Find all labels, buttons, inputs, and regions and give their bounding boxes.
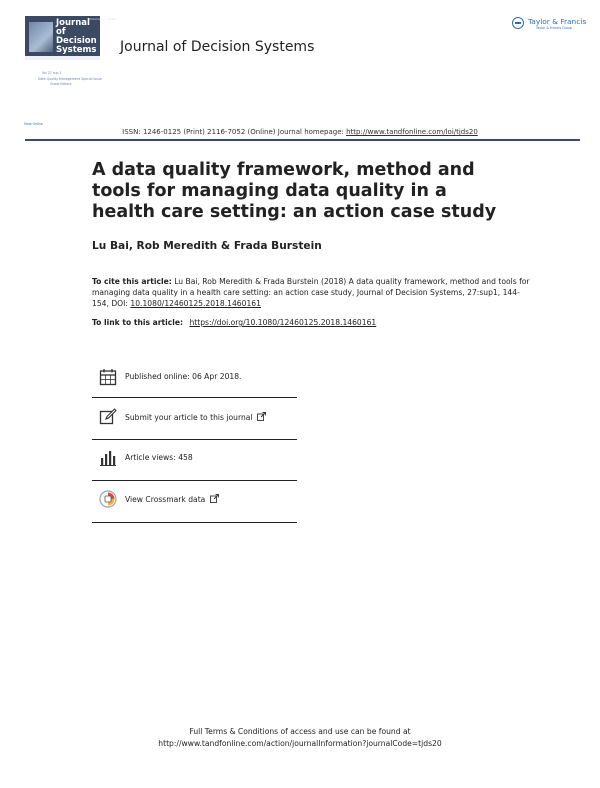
cover-tiny-3: Guest Editors xyxy=(50,82,72,86)
header-rule xyxy=(25,139,580,141)
crossmark-link[interactable] xyxy=(125,494,219,504)
submit-article-link[interactable] xyxy=(125,412,266,422)
article-doi-url[interactable]: https://doi.org/10.1080/12460125.2018.1460161 xyxy=(189,318,377,327)
article-authors: Lu Bai, Rob Meredith & Frada Burstein xyxy=(92,240,322,252)
cover-tiny-1: Vol 27 sup 1 xyxy=(42,71,62,75)
article-link-line xyxy=(92,318,376,327)
crossmark-icon xyxy=(99,490,117,508)
bar-chart-icon xyxy=(99,449,117,467)
crossmark-row[interactable] xyxy=(97,488,297,510)
article-title: A data quality framework, method and tools for managing data quality in a health care setting: an action case study xyxy=(92,160,497,222)
publisher-sub: Taylor & Francis Group xyxy=(536,26,572,30)
submit-row[interactable] xyxy=(97,406,297,428)
article-views: Article views: 458 xyxy=(125,453,193,462)
issn-text: ISSN: 1246-0125 (Print) 2116-7052 (Online) Journal homepage: xyxy=(122,128,344,136)
separator xyxy=(92,439,297,440)
issn-line xyxy=(0,128,600,136)
footer-url[interactable]: http://www.tandfonline.com/action/journalInformation?journalCode=tjds20 xyxy=(158,739,442,748)
external-link-icon xyxy=(257,412,266,421)
doi-link[interactable]: 10.1080/12460125.2018.1460161 xyxy=(130,298,261,308)
separator xyxy=(92,397,297,398)
citation-text: Lu Bai, Rob Meredith & Frada Burstein (2018) A data quality framework, method and tools for managing data quality in a health care setting: an action case study, Journal of Decision Systems, 27:sup1, 144-154, DOI: xyxy=(92,277,530,308)
separator xyxy=(92,522,297,523)
calendar-icon xyxy=(99,368,117,386)
footer-terms: Full Terms & Conditions of access and use can be found at xyxy=(189,727,411,736)
crossmark-label: View Crossmark data xyxy=(125,495,206,504)
journal-cover xyxy=(25,16,116,56)
views-row xyxy=(97,447,297,469)
journal-name: Journal of Decision Systems xyxy=(120,39,315,55)
publisher-name: Taylor & Francis xyxy=(528,17,587,26)
footer xyxy=(0,726,600,750)
published-date: Published online: 06 Apr 2018. xyxy=(125,372,242,381)
cover-strip xyxy=(25,56,100,60)
submit-article-label: Submit your article to this journal xyxy=(125,413,253,422)
published-row xyxy=(97,366,297,388)
external-link-icon xyxy=(210,494,219,503)
publisher-logo-icon xyxy=(512,17,524,29)
view-online-link[interactable]: View Online xyxy=(24,122,43,126)
cover-image xyxy=(29,22,53,52)
citation-label: To cite this article: xyxy=(92,277,172,286)
cover-title: Journal of Decision Systems xyxy=(56,18,97,55)
separator xyxy=(92,480,297,481)
edit-icon xyxy=(99,408,117,426)
cover-tiny-2: Data Quality Management Special Issue xyxy=(38,77,102,81)
link-label: To link to this article: xyxy=(92,318,184,327)
journal-homepage-link[interactable]: http://www.tandfonline.com/loi/tjds20 xyxy=(346,128,478,136)
cover-tagline: Volume 27 · 2018 xyxy=(89,17,116,21)
citation-block xyxy=(92,277,532,309)
